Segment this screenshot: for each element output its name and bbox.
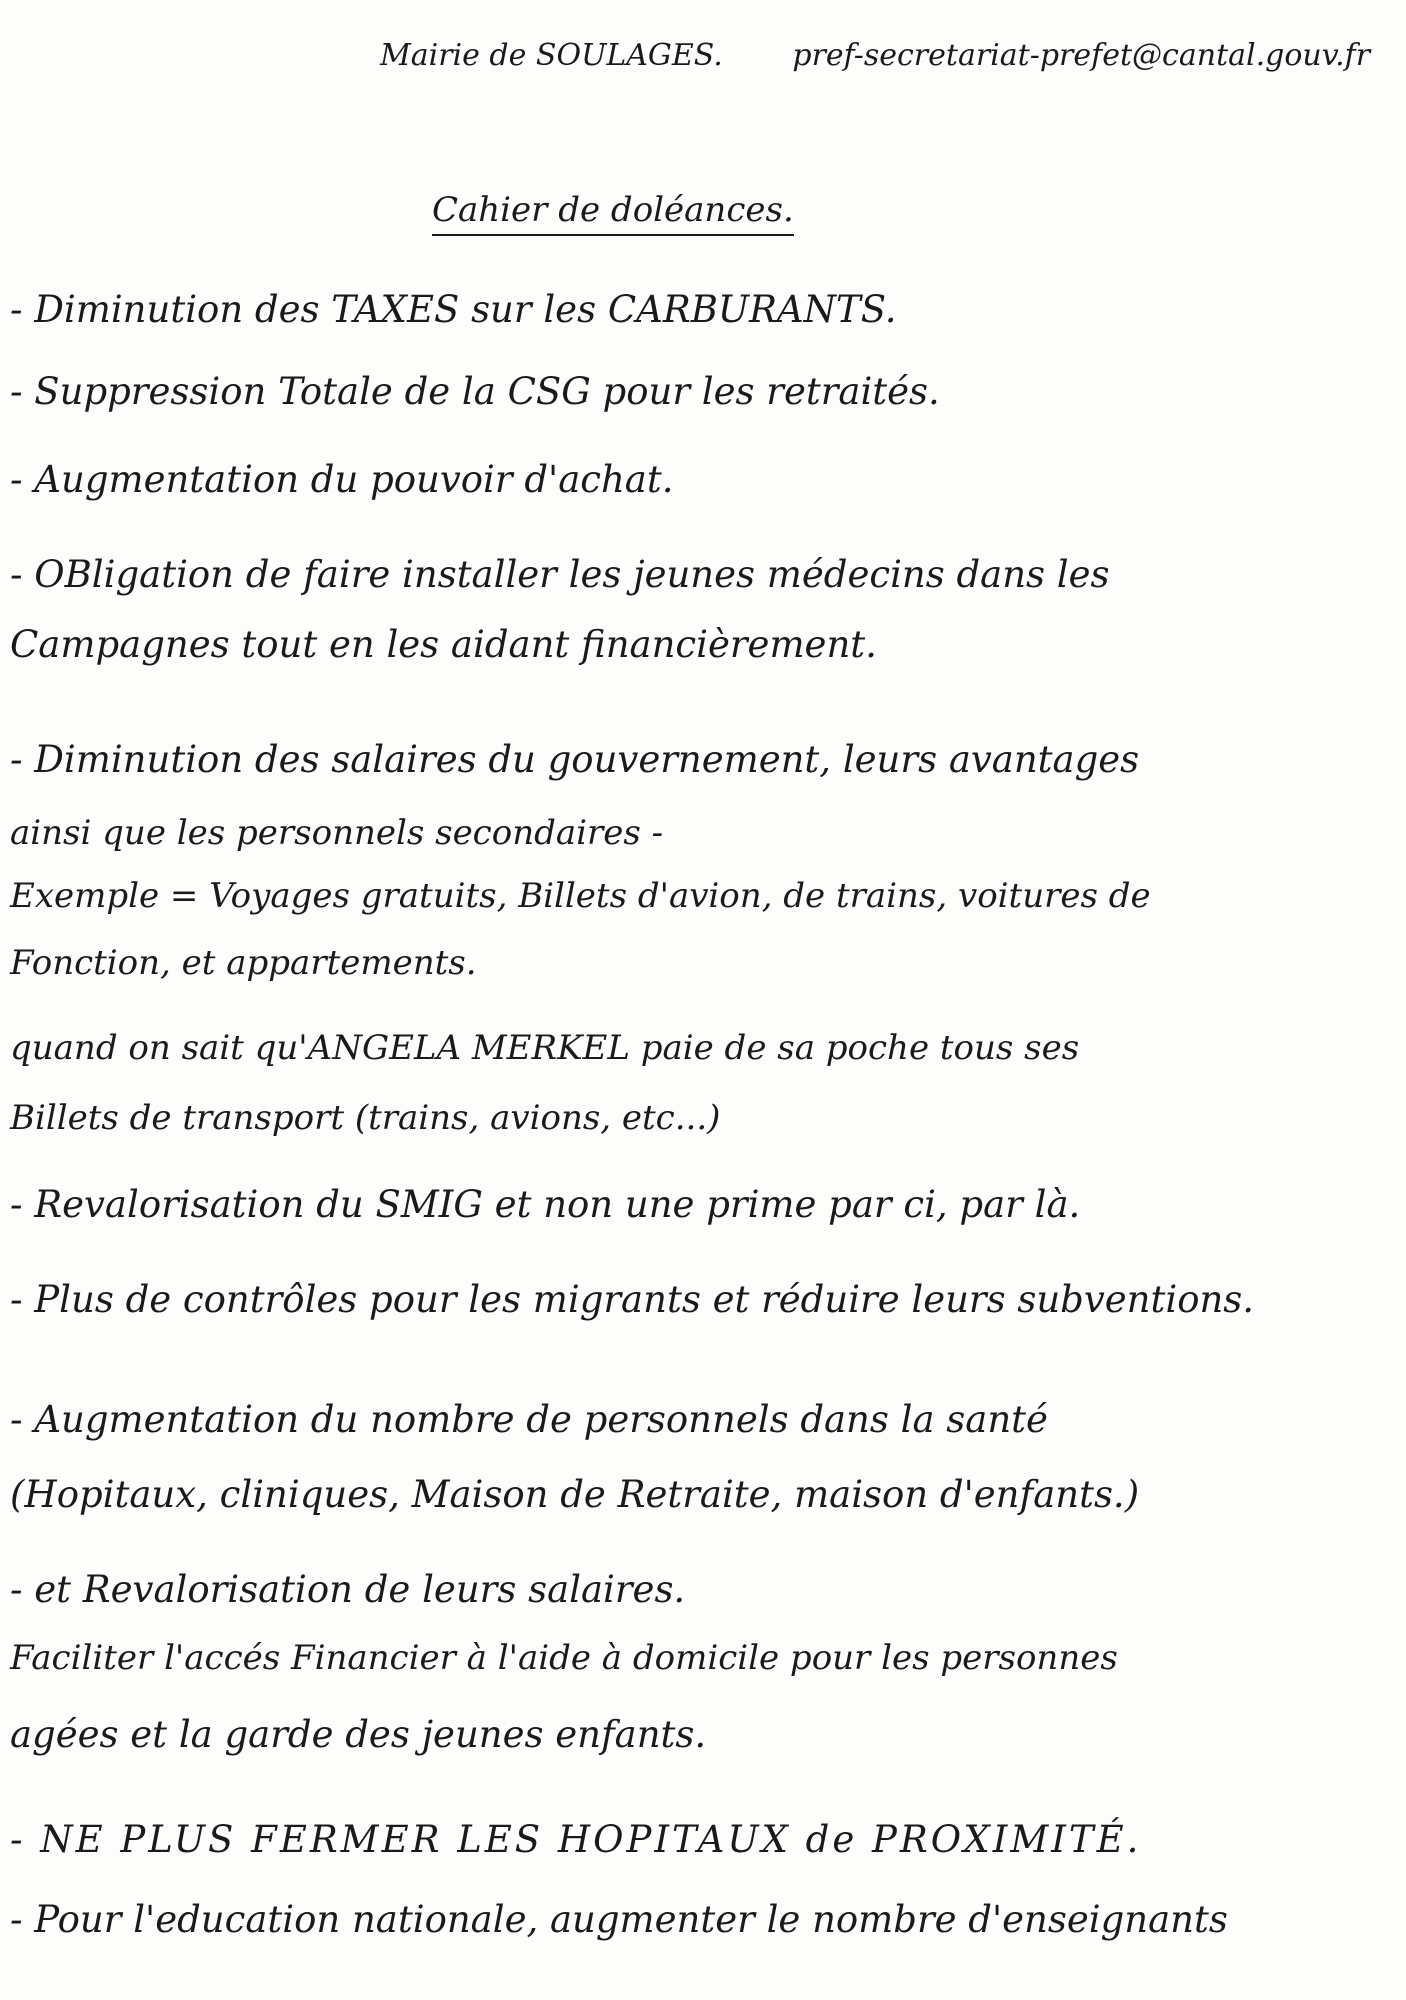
grievance-line: Billets de transport (trains, avions, etc...) xyxy=(10,1098,721,1138)
grievance-line: Fonction, et appartements. xyxy=(10,943,477,983)
document-header xyxy=(380,38,1380,73)
grievance-line: - Pour l'education nationale, augmenter le nombre d'enseignants xyxy=(10,1898,1228,1941)
grievance-line: Exemple = Voyages gratuits, Billets d'avion, de trains, voitures de xyxy=(10,876,1151,916)
mairie-name: Mairie de SOULAGES. xyxy=(380,38,723,73)
grievance-line: - Diminution des salaires du gouvernement, leurs avantages xyxy=(10,738,1140,781)
grievance-line: - Augmentation du nombre de personnels dans la santé xyxy=(10,1398,1048,1441)
grievance-line: - Augmentation du pouvoir d'achat. xyxy=(10,458,674,501)
grievance-line: Faciliter l'accés Financier à l'aide à domicile pour les personnes xyxy=(10,1638,1118,1678)
grievance-line: - Diminution des TAXES sur les CARBURANTS. xyxy=(10,288,897,331)
grievance-line: (Hopitaux, cliniques, Maison de Retraite, maison d'enfants.) xyxy=(10,1473,1140,1516)
grievance-line: - et Revalorisation de leurs salaires. xyxy=(10,1568,686,1611)
grievance-line: Campagnes tout en les aidant financièrement. xyxy=(10,623,877,666)
grievance-line: ainsi que les personnels secondaires - xyxy=(10,813,664,853)
grievance-line: - Revalorisation du SMIG et non une prime par ci, par là. xyxy=(10,1183,1081,1226)
document-title: Cahier de doléances. xyxy=(432,190,794,236)
grievance-line: agées et la garde des jeunes enfants. xyxy=(10,1713,707,1756)
grievance-line: quand on sait qu'ANGELA MERKEL paie de sa poche tous ses xyxy=(10,1028,1080,1068)
grievance-line: - Plus de contrôles pour les migrants et réduire leurs subventions. xyxy=(10,1278,1255,1321)
prefecture-email: pref-secretariat-prefet@cantal.gouv.fr xyxy=(792,38,1371,73)
grievance-line: - NE PLUS FERMER LES HOPITAUX de PROXIMITÉ. xyxy=(10,1818,1142,1861)
grievance-line: - Suppression Totale de la CSG pour les retraités. xyxy=(10,370,940,413)
grievance-line: - OBligation de faire installer les jeunes médecins dans les xyxy=(10,553,1110,596)
